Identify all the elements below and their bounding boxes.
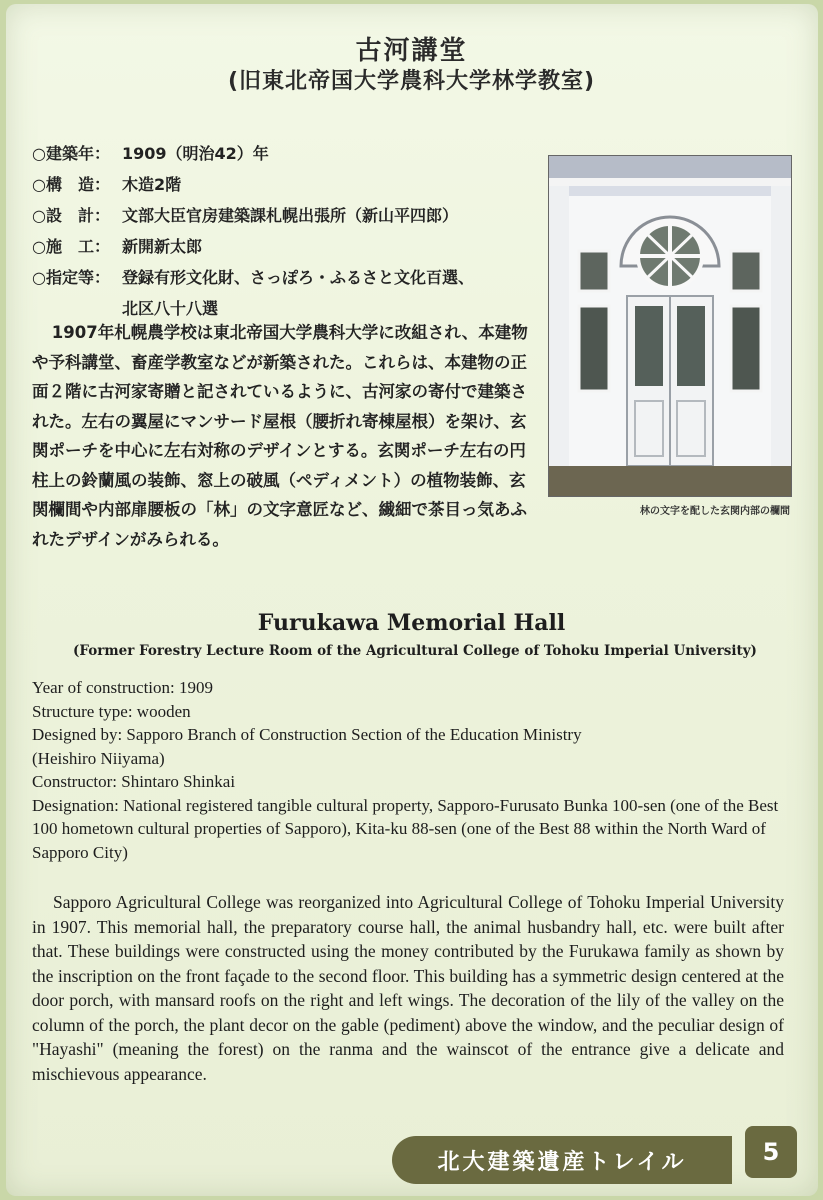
- jp-spec-list: [32, 138, 532, 324]
- en-title: Furukawa Memorial Hall: [257, 610, 566, 636]
- spec-row-year: [32, 138, 532, 169]
- en-spec-designation: Designation: National registered tangible cultural property, Sapporo-Furusato Bunka 100-sen (one of the Best 100 hometown cultural properties of Sapporo), Kita-ku 88-sen (one of the Best 88 within the North Ward of Sapporo City): [32, 795, 779, 862]
- spec-continuation: 北区八十八選: [122, 299, 219, 318]
- spec-label: ○設 計：: [32, 206, 110, 225]
- trail-number-badge: 5: [745, 1126, 797, 1178]
- jp-subtitle: (旧東北帝国大学農科大学林学教室): [227, 69, 596, 94]
- trail-label-badge: 北大建築遺産トレイル: [392, 1136, 732, 1184]
- spec-value: 登録有形文化財、さっぽろ・ふるさと文化百選、: [122, 268, 475, 287]
- en-body-text: Sapporo Agricultural College was reorganized into Agricultural College of Tohoku Imperial University in 1907. This memorial hall, the preparatory course hall, the animal husbandry hall, etc. were built after that. These buildings were constructed using the money contributed by the Furukawa family as shown by the inscription on the front façade to the second floor. This building has a symmetric design centered at the door porch, with mansard roofs on the right and left wings. The decoration of the lily of the valley on the column of the porch, the plant decor on the gable (pediment) above the window, and the peculiar design of "Hayashi" (meaning the forest) on the ranma and the wainscot of the entrance give a delicate and mischievous appearance.: [32, 892, 784, 1084]
- spec-label: ○構 造：: [32, 175, 110, 194]
- spec-row-design: [32, 200, 532, 231]
- entrance-photo: [548, 155, 792, 497]
- spec-label: ○指定等：: [32, 268, 110, 287]
- spec-row-structure: [32, 169, 532, 200]
- entrance-door-image: [549, 156, 791, 496]
- en-spec-list: [32, 676, 802, 864]
- spec-value: 木造2階: [122, 175, 182, 194]
- jp-body-text: 1907年札幌農学校は東北帝国大学農科大学に改組され、本建物や予科講堂、畜産学教室などが新築された。これらは、本建物の正面２階に古河家寄贈と記されているように、古河家の寄付で建築された。左右の翼屋にマンサード屋根（腰折れ寄棟屋根）を架け、玄関ポーチを中心に左右対称のデザインとする。玄関ポーチ左右の円柱上の鈴蘭風の装飾、窓上の破風（ペディメント）の植物装飾、玄関欄間や内部扉腰板の「林」の文字意匠など、繊細で茶目っ気あふれたデザインがみられる。: [32, 323, 528, 549]
- en-spec-year: Year of construction: 1909: [32, 678, 213, 697]
- spec-value: 1909（明治42）年: [122, 144, 269, 163]
- spec-value: 文部大臣官房建築課札幌出張所（新山平四郎）: [122, 206, 459, 225]
- en-subtitle: (Former Forestry Lecture Room of the Agricultural College of Tohoku Imperial University): [73, 643, 757, 659]
- spec-label: ○建築年：: [32, 144, 110, 163]
- en-spec-structure: Structure type: wooden: [32, 701, 191, 721]
- en-spec-design-name: (Heishiro Niiyama): [32, 748, 165, 768]
- spec-row-designation: [32, 262, 532, 293]
- en-spec-constructor: Constructor: Shintaro Shinkai: [32, 772, 236, 791]
- jp-title: 古河講堂: [355, 36, 468, 66]
- spec-value: 新開新太郎: [122, 237, 203, 256]
- spec-label: ○施 工：: [32, 237, 110, 256]
- spec-row-constructor: [32, 231, 532, 262]
- en-spec-design: Designed by: Sapporo Branch of Construction Section of the Education Ministry: [32, 725, 582, 744]
- photo-caption: 林の文字を配した玄関内部の欄間: [640, 506, 790, 517]
